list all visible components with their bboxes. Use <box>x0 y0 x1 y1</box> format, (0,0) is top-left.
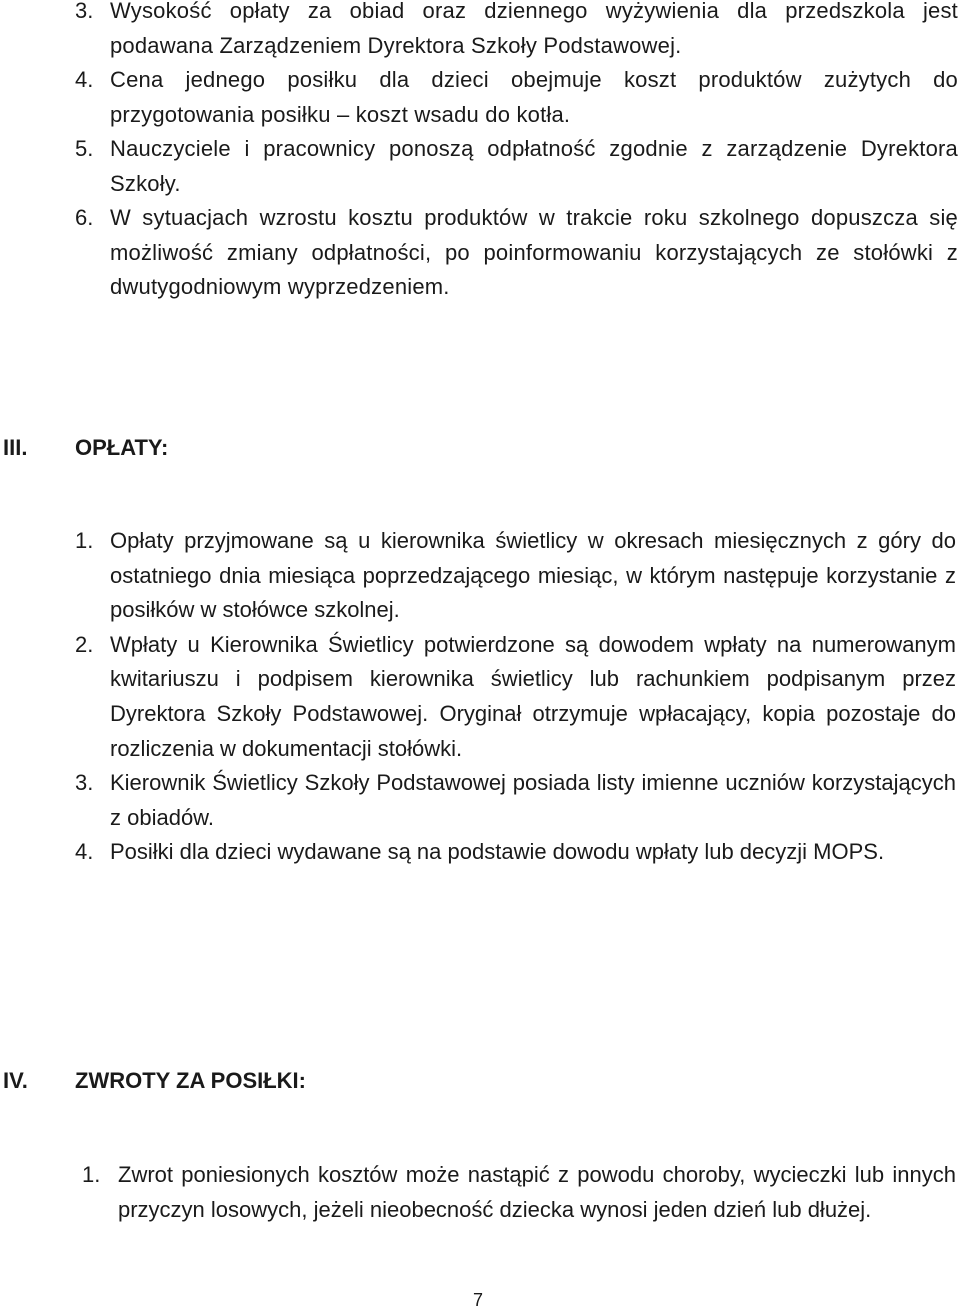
item-text: Kierownik Świetlicy Szkoły Podstawowej posiada listy imienne uczniów korzystających z obiadów. <box>110 770 956 830</box>
item-text: Zwrot poniesionych kosztów może nastąpić z powodu choroby, wycieczki lub innych przyczyn losowych, jeżeli nieobecność dziecka wynosi jeden dzień lub dłużej. <box>118 1162 956 1222</box>
item-number: 3. <box>75 0 94 23</box>
list-item <box>75 201 958 305</box>
item-number: 1. <box>75 528 94 553</box>
item-number: 4. <box>75 67 94 92</box>
section-title: OPŁATY: <box>75 435 169 460</box>
oplaty-list <box>75 524 956 870</box>
item-text: Posiłki dla dzieci wydawane są na podstawie dowodu wpłaty lub decyzji MOPS. <box>110 839 885 865</box>
list-item <box>75 0 958 63</box>
item-number: 5. <box>75 136 94 161</box>
item-number: 4. <box>75 839 94 865</box>
item-number: 1. <box>82 1162 101 1187</box>
item-number: 2. <box>75 631 94 657</box>
item-text: Opłaty przyjmowane są u kierownika świetlicy w okresach miesięcznych z góry do ostatniego dnia miesiąca poprzedzającego miesiąc, w którym następuje korzystanie z posiłków w stołówce szkolnej. <box>110 528 956 623</box>
item-text: Wpłaty u Kierownika Świetlicy potwierdzone są dowodem wpłaty na numerowanym kwitariuszu i podpisem kierownika świetlicy lub rachunkiem podpisanym przez Dyrektora Szkoły Podstawowej. Oryginał otrzymuje wpłacający, kopia pozostaje do rozliczenia w dokumentacji stołówki. <box>110 631 956 761</box>
list-item <box>82 1158 956 1227</box>
item-number: 6. <box>75 205 94 230</box>
section-number: III. <box>3 435 28 460</box>
rules-list-continued <box>75 0 958 305</box>
page-number: 7 <box>473 1290 484 1310</box>
list-item <box>75 524 956 628</box>
list-item <box>75 132 958 201</box>
item-text: Nauczyciele i pracownicy ponoszą odpłatność zgodnie z zarządzenie Dyrektora Szkoły. <box>110 136 958 196</box>
item-text: Cena jednego posiłku dla dzieci obejmuje koszt produktów zużytych do przygotowania posiłku – koszt wsadu do kotła. <box>110 67 958 127</box>
list-item <box>75 628 956 766</box>
list-item <box>75 835 956 870</box>
section-title: ZWROTY ZA POSIŁKI: <box>75 1068 306 1093</box>
zwroty-list <box>82 1158 956 1227</box>
item-number: 3. <box>75 770 94 796</box>
list-item <box>75 766 956 835</box>
section-number: IV. <box>3 1068 28 1093</box>
item-text: Wysokość opłaty za obiad oraz dziennego wyżywienia dla przedszkola jest podawana Zarządzeniem Dyrektora Szkoły Podstawowej. <box>110 0 958 58</box>
list-item <box>75 63 958 132</box>
item-text: W sytuacjach wzrostu kosztu produktów w trakcie roku szkolnego dopuszcza się możliwość zmiany odpłatności, po poinformowaniu korzystających ze stołówki z dwutygodniowym wyprzedzeniem. <box>110 205 958 299</box>
